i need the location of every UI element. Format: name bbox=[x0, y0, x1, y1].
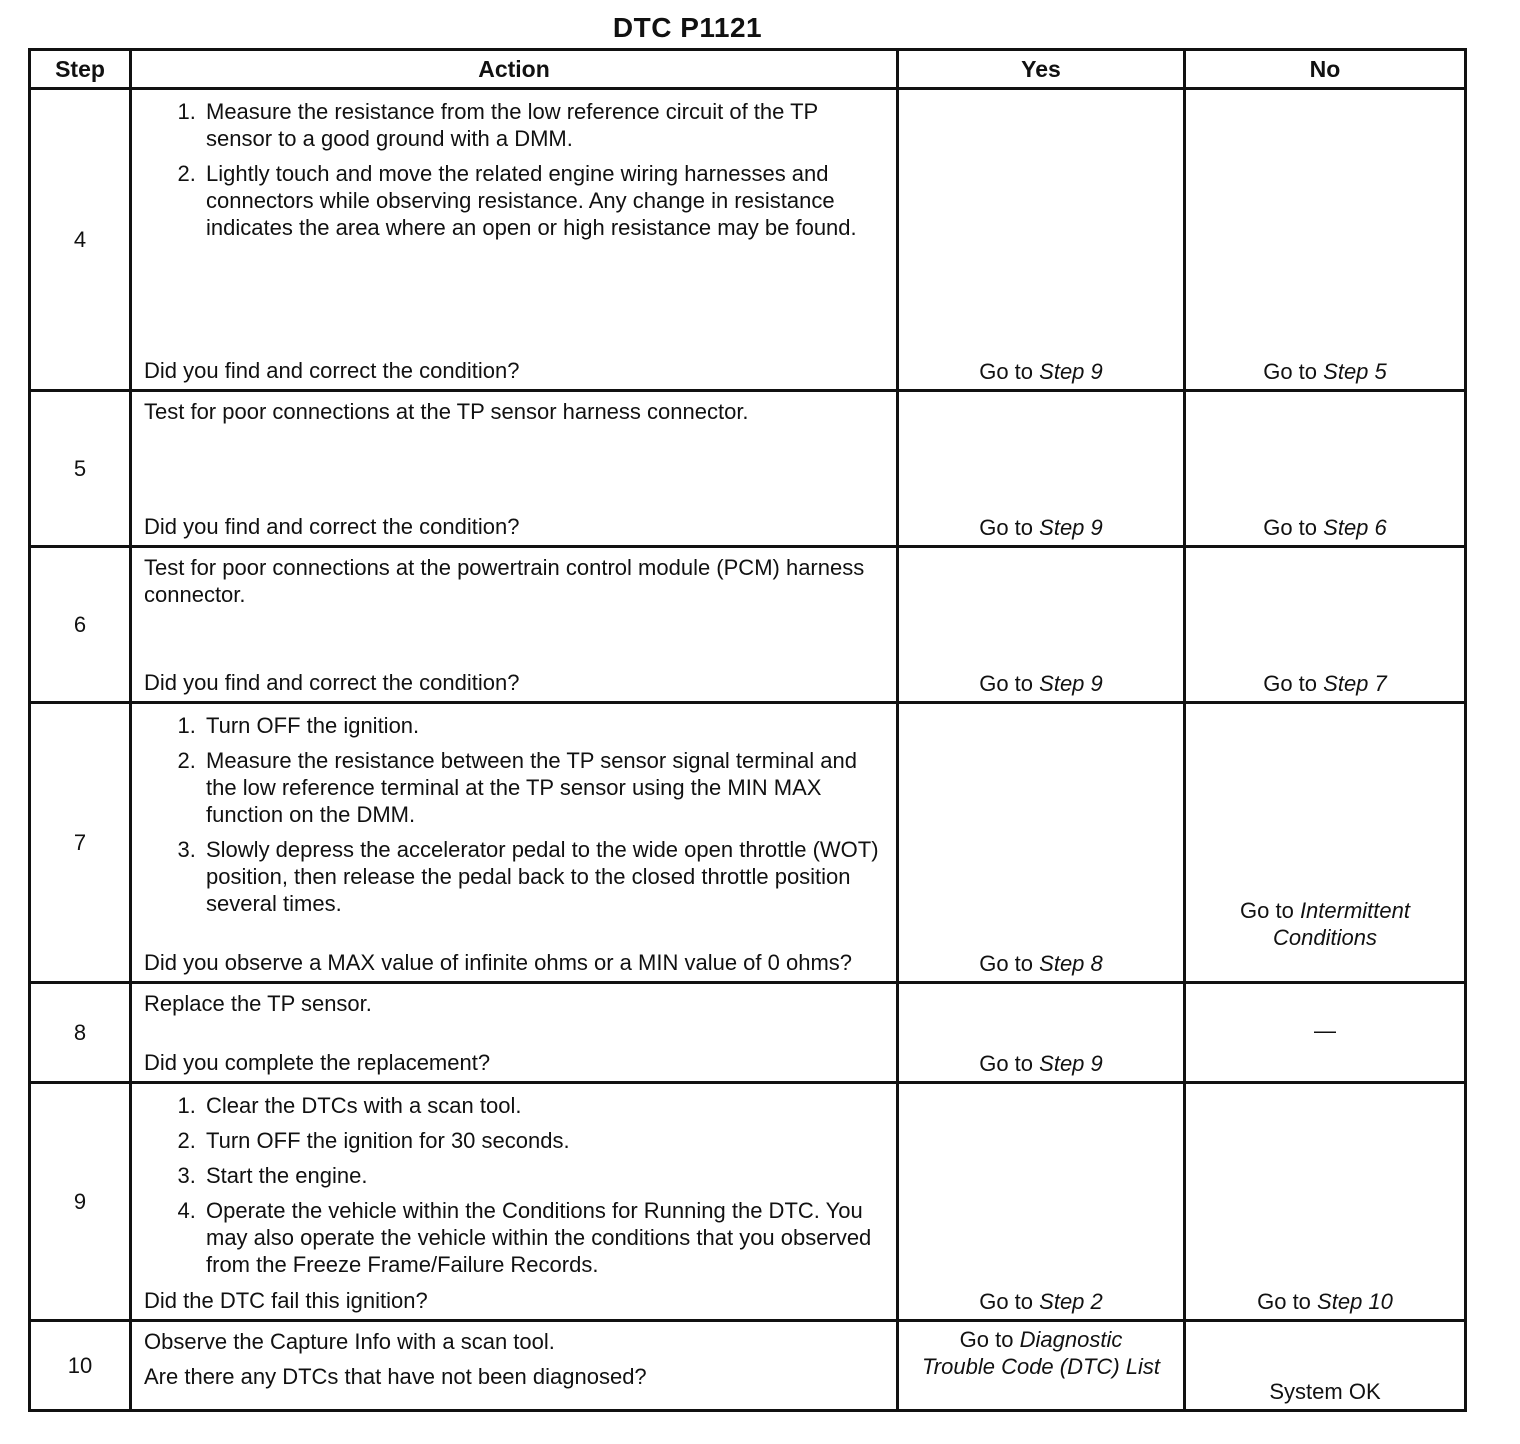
action-list bbox=[144, 712, 882, 917]
no-cell bbox=[1185, 547, 1466, 703]
go-to-label: Go to bbox=[1240, 898, 1294, 923]
table-row bbox=[30, 983, 1466, 1083]
no-cell bbox=[1185, 983, 1466, 1083]
go-to-label: Go to bbox=[979, 1051, 1034, 1076]
yes-cell bbox=[898, 703, 1185, 983]
header-step: Step bbox=[30, 50, 131, 89]
yes-target-link: Step 8 bbox=[1039, 951, 1103, 976]
table-row bbox=[30, 89, 1466, 391]
no-target-link: Step 5 bbox=[1323, 359, 1387, 384]
yes-cell bbox=[898, 1321, 1185, 1411]
header-no: No bbox=[1185, 50, 1466, 89]
step-number: 10 bbox=[30, 1321, 131, 1411]
yes-target-link: Step 9 bbox=[1039, 359, 1103, 384]
no-value: — bbox=[1314, 1018, 1336, 1043]
action-list bbox=[144, 1092, 882, 1278]
no-target-link: Step 7 bbox=[1323, 671, 1387, 696]
list-item: 1. Clear the DTCs with a scan tool. bbox=[202, 1092, 882, 1119]
yes-target-link: Step 2 bbox=[1039, 1289, 1103, 1314]
go-to-label: Go to bbox=[1257, 1289, 1311, 1314]
list-item: 1. Measure the resistance from the low reference circuit of the TP sensor to a good ground with a DMM. bbox=[202, 98, 882, 152]
question-text: Did you find and correct the condition? bbox=[144, 670, 520, 695]
no-value: System OK bbox=[1269, 1379, 1381, 1404]
list-item: 3. Start the engine. bbox=[202, 1162, 882, 1189]
diagnostic-table bbox=[28, 48, 1467, 1412]
action-text: Replace the TP sensor. bbox=[144, 991, 372, 1016]
yes-cell bbox=[898, 89, 1185, 391]
question-text: Did you find and correct the condition? bbox=[144, 358, 520, 383]
list-item: 4. Operate the vehicle within the Conditions for Running the DTC. You may also operate the vehicle within the conditions that you observed from the Freeze Frame/Failure Records. bbox=[202, 1197, 882, 1278]
list-item: 1. Turn OFF the ignition. bbox=[202, 712, 882, 739]
go-to-label: Go to bbox=[979, 1289, 1034, 1314]
no-target-link: Step 6 bbox=[1323, 515, 1387, 540]
action-cell bbox=[131, 391, 898, 547]
action-cell bbox=[131, 983, 898, 1083]
action-cell bbox=[131, 547, 898, 703]
action-text: Test for poor connections at the powertrain control module (PCM) harness connector. bbox=[144, 555, 865, 607]
no-target-link: Step 10 bbox=[1317, 1289, 1393, 1314]
action-cell bbox=[131, 89, 898, 391]
go-to-label: Go to bbox=[979, 951, 1034, 976]
header-yes: Yes bbox=[898, 50, 1185, 89]
yes-target-link: Step 9 bbox=[1039, 1051, 1103, 1076]
action-text: Observe the Capture Info with a scan tool. bbox=[144, 1329, 555, 1354]
go-to-label: Go to bbox=[959, 1327, 1014, 1352]
step-number: 5 bbox=[30, 391, 131, 547]
yes-target-link: Step 9 bbox=[1039, 515, 1103, 540]
table-row bbox=[30, 1321, 1466, 1411]
no-cell bbox=[1185, 89, 1466, 391]
table-row bbox=[30, 1083, 1466, 1321]
table-row bbox=[30, 703, 1466, 983]
no-cell bbox=[1185, 1321, 1466, 1411]
go-to-label: Go to bbox=[979, 359, 1034, 384]
action-cell bbox=[131, 1321, 898, 1411]
yes-target-link: Diagnostic Trouble Code (DTC) List bbox=[922, 1327, 1160, 1379]
yes-target-link: Step 9 bbox=[1039, 671, 1103, 696]
yes-cell bbox=[898, 547, 1185, 703]
question-text: Did you complete the replacement? bbox=[144, 1050, 491, 1075]
list-item: 2. Lightly touch and move the related engine wiring harnesses and connectors while observing resistance. Any change in resistance indicates the area where an open or high resistance may be found. bbox=[202, 160, 882, 241]
action-text: Test for poor connections at the TP sensor harness connector. bbox=[144, 399, 749, 424]
table-header-row bbox=[30, 50, 1466, 89]
action-list bbox=[144, 98, 882, 249]
list-item: 2. Measure the resistance between the TP sensor signal terminal and the low reference terminal at the TP sensor using the MIN MAX function on the DMM. bbox=[202, 747, 882, 828]
table-row bbox=[30, 547, 1466, 703]
go-to-label: Go to bbox=[1263, 671, 1318, 696]
yes-cell bbox=[898, 1083, 1185, 1321]
action-cell bbox=[131, 703, 898, 983]
go-to-label: Go to bbox=[1263, 359, 1318, 384]
no-target-link: Intermittent Conditions bbox=[1273, 898, 1410, 950]
go-to-label: Go to bbox=[979, 515, 1034, 540]
step-number: 6 bbox=[30, 547, 131, 703]
table-row bbox=[30, 391, 1466, 547]
page-title: DTC P1121 bbox=[612, 12, 763, 43]
action-cell bbox=[131, 1083, 898, 1321]
question-text: Did you find and correct the condition? bbox=[144, 514, 520, 539]
question-text: Did the DTC fail this ignition? bbox=[144, 1288, 428, 1313]
step-number: 4 bbox=[30, 89, 131, 391]
list-item: 3. Slowly depress the accelerator pedal to the wide open throttle (WOT) position, then release the pedal back to the closed throttle position several times. bbox=[202, 836, 882, 917]
yes-cell bbox=[898, 391, 1185, 547]
header-action: Action bbox=[131, 50, 898, 89]
step-number: 9 bbox=[30, 1083, 131, 1321]
question-text: Did you observe a MAX value of infinite ohms or a MIN value of 0 ohms? bbox=[144, 950, 853, 975]
no-cell bbox=[1185, 1083, 1466, 1321]
step-number: 8 bbox=[30, 983, 131, 1083]
list-item: 2. Turn OFF the ignition for 30 seconds. bbox=[202, 1127, 882, 1154]
no-cell bbox=[1185, 703, 1466, 983]
no-cell bbox=[1185, 391, 1466, 547]
go-to-label: Go to bbox=[1263, 515, 1318, 540]
step-number: 7 bbox=[30, 703, 131, 983]
question-text: Are there any DTCs that have not been diagnosed? bbox=[144, 1364, 647, 1389]
yes-cell bbox=[898, 983, 1185, 1083]
go-to-label: Go to bbox=[979, 671, 1034, 696]
